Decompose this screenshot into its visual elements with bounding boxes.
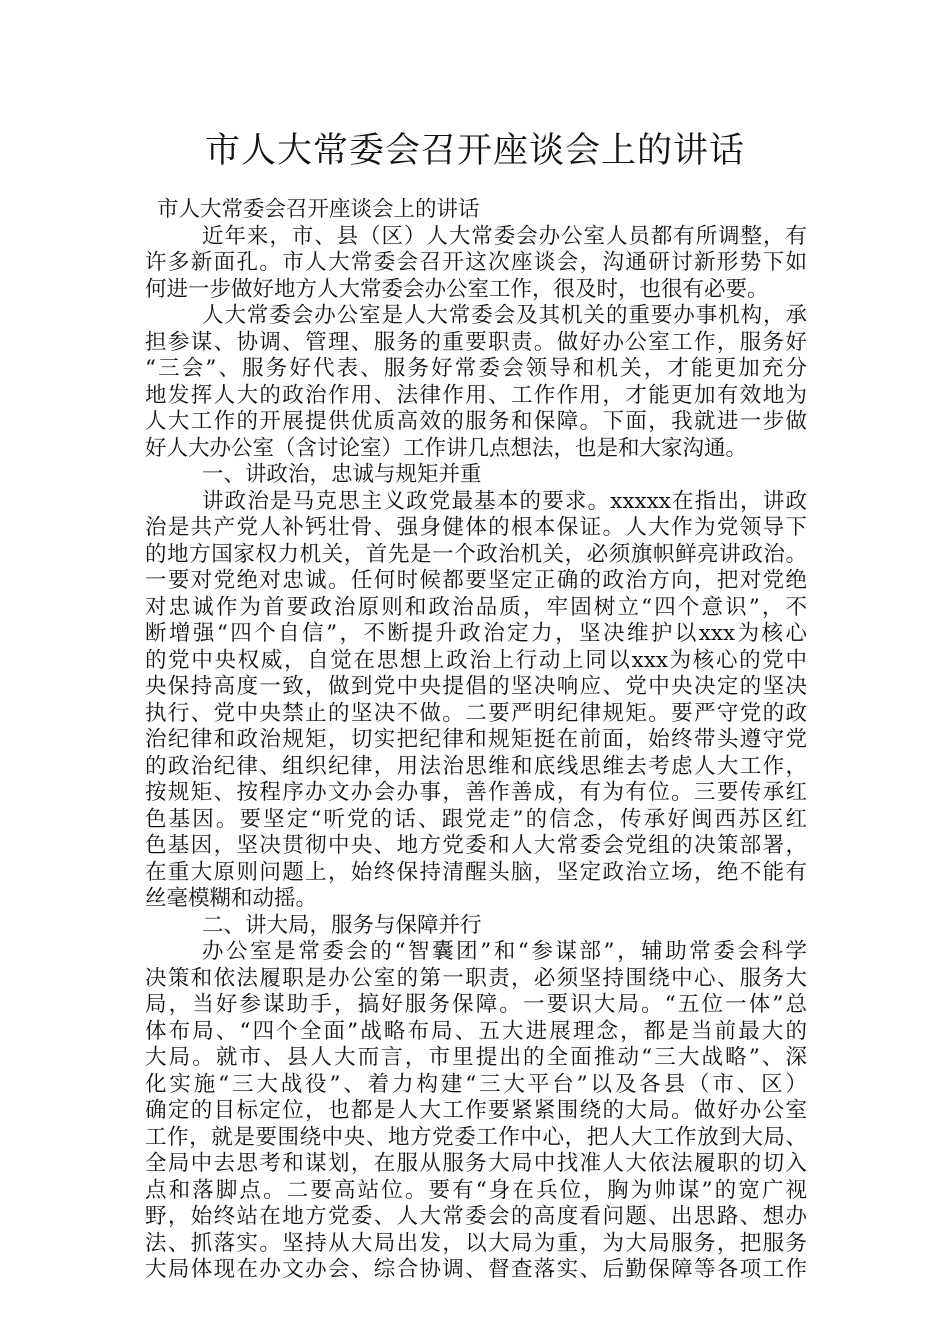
body-line: 工作，就是要围绕中央、地方党委工作中心，把人大工作放到大局、 [145, 1124, 807, 1150]
body-line: 化实施“三大战役”、着力构建“三大平台”以及各县（市、区） [145, 1071, 807, 1097]
body-line: 讲政治是马克思主义政党最基本的要求。xxxxx在指出，讲政 [202, 488, 807, 514]
body-line: 在重大原则问题上，始终保持清醒头脑，坚定政治立场，绝不能有 [145, 859, 807, 885]
body-line: 一要对党绝对忠诚。任何时候都要坚定正确的政治方向，把对党绝 [145, 568, 807, 593]
body-line: 点和落脚点。二要高站位。要有“身在兵位，胸为帅谋”的宽广视 [145, 1177, 807, 1203]
body-line: 好人大办公室（含讨论室）工作讲几点想法，也是和大家沟通。 [145, 435, 748, 461]
body-line: 局，当好参谋助手，搞好服务保障。一要识大局。“五位一体”总 [145, 992, 807, 1017]
document-body [145, 197, 807, 1284]
body-line: 治是共产党人补钙壮骨、强身健体的根本保证。人大作为党领导下 [145, 515, 807, 540]
body-line: 对忠诚作为首要政治原则和政治品质，牢固树立“四个意识”，不 [145, 594, 807, 620]
body-line: 地发挥人大的政治作用、法律作用、工作作用，才能更加有效地为 [145, 382, 807, 408]
body-line: 大局体现在办文办会、综合协调、督查落实、后勤保障等各项工作 [145, 1257, 807, 1282]
document-title: 市人大常委会召开座谈会上的讲话 [204, 131, 745, 171]
body-line: 大局。就市、县人大而言，市里提出的全面推动“三大战略”、深 [145, 1045, 807, 1070]
body-line: 的党中央权威，自觉在思想上政治上行动上同以xxx为核心的党中 [145, 647, 807, 673]
body-line: 办公室是常委会的“智囊团”和“参谋部”，辅助常委会科学 [202, 939, 807, 964]
body-line: 治纪律和政治规矩，切实把纪律和规矩挺在前面，始终带头遵守党 [145, 727, 807, 752]
body-line: 执行、党中央禁止的坚决不做。二要严明纪律规矩。要严守党的政 [145, 700, 807, 726]
body-line: 许多新面孔。市人大常委会召开这次座谈会，沟通研讨新形势下如 [145, 250, 807, 275]
body-line: 全局中去思考和谋划，在服从服务大局中找准人大依法履职的切入 [145, 1151, 807, 1176]
body-line: 的地方国家权力机关，首先是一个政治机关，必须旗帜鲜亮讲政治。 [145, 541, 807, 567]
body-line: 人大常委会办公室是人大常委会及其机关的重要办事机构，承 [202, 303, 807, 328]
body-line: “三会”、服务好代表、服务好常委会领导和机关，才能更加充分 [145, 356, 807, 381]
section-heading-2: 二、讲大局，服务与保障并行 [202, 912, 482, 938]
body-line: 色基因。要坚定“听党的话、跟党走”的信念，传承好闽西苏区红 [145, 806, 807, 832]
body-line: 断增强“四个自信”，不断提升政治定力，坚决维护以xxx为核心 [145, 621, 807, 646]
section-heading-1: 一、讲政治，忠诚与规矩并重 [202, 462, 482, 487]
body-line-subtitle: 市人大常委会召开座谈会上的讲话 [157, 197, 480, 222]
body-line: 野，始终站在地方党委、人大常委会的高度看问题、出思路、想办 [145, 1204, 807, 1229]
body-line: 人大工作的开展提供优质高效的服务和保障。下面，我就进一步做 [145, 409, 807, 434]
body-line: 丝毫模糊和动摇。 [145, 886, 318, 911]
body-line: 按规矩、按程序办文办会办事，善作善成，有为有位。三要传承红 [145, 780, 807, 805]
body-line: 决策和依法履职是办公室的第一职责，必须坚持围绕中心、服务大 [145, 965, 807, 991]
body-line: 近年来，市、县（区）人大常委会办公室人员都有所调整，有 [202, 223, 807, 249]
body-line: 色基因，坚决贯彻中央、地方党委和人大常委会党组的决策部署， [145, 833, 807, 858]
body-line: 确定的目标定位，也都是人大工作要紧紧围绕的大局。做好办公室 [145, 1098, 807, 1123]
body-line: 何进一步做好地方人大常委会办公室工作，很及时，也很有必要。 [145, 276, 769, 302]
body-line: 体布局、“四个全面”战略布局、五大进展理念，都是当前最大的 [145, 1018, 807, 1044]
body-line: 担参谋、协调、管理、服务的重要职责。做好办公室工作，服务好 [145, 329, 807, 355]
body-line: 央保持高度一致，做到党中央提倡的坚决响应、党中央决定的坚决 [145, 674, 807, 699]
body-line: 的政治纪律、组织纪律，用法治思维和底线思维去考虑人大工作， [145, 753, 807, 779]
body-line: 法、抓落实。坚持从大局出发，以大局为重，为大局服务，把服务 [145, 1230, 807, 1256]
